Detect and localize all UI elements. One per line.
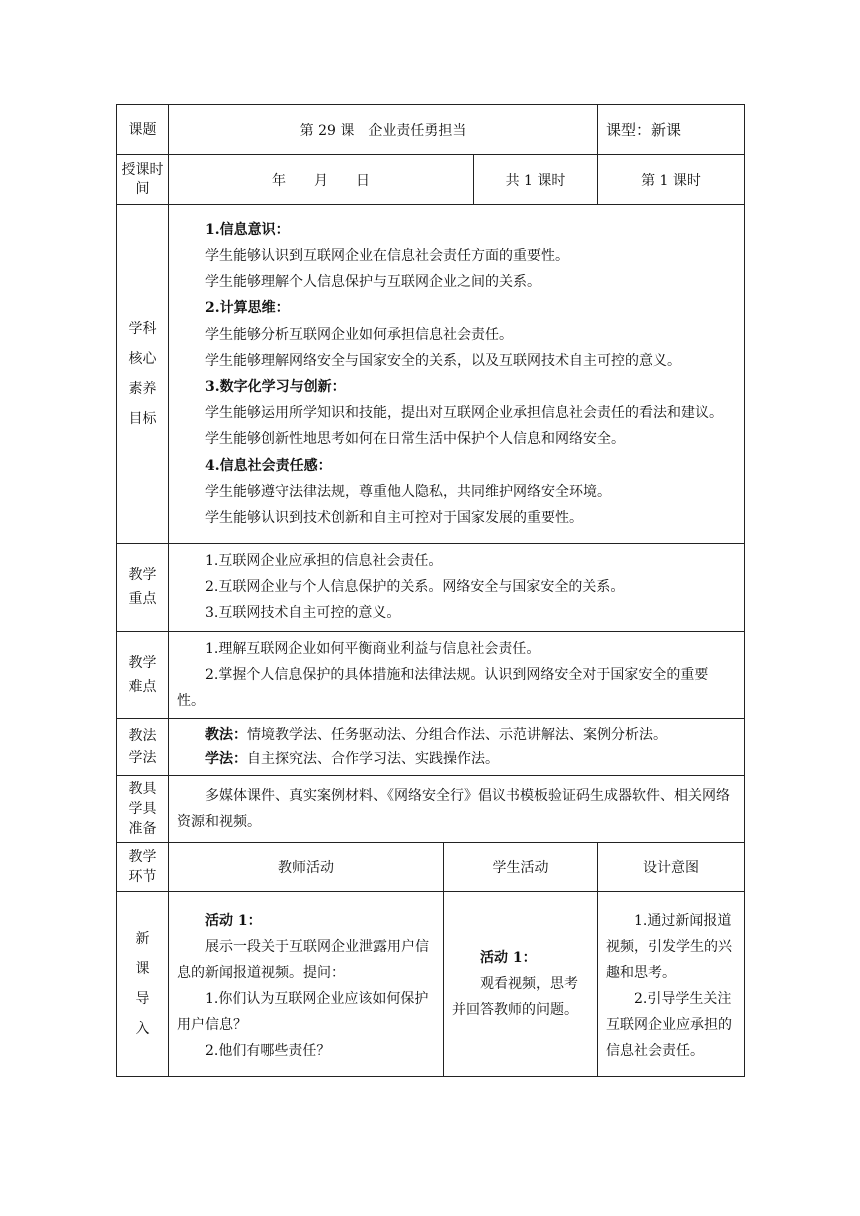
intent-line: 2.引导学生关注互联网企业应承担的信息社会责任。 bbox=[606, 991, 732, 1060]
intro-row bbox=[117, 892, 745, 1077]
difficulty-line: 2.掌握个人信息保护的具体措施和法律法规。认识到网络安全对于国家安全的重要性。 bbox=[177, 666, 709, 710]
tools-content bbox=[169, 776, 745, 843]
total-hours: 共 1 课时 bbox=[474, 155, 598, 205]
learn-method-line bbox=[177, 747, 736, 771]
difficulties-label-text: 教学难点 bbox=[128, 654, 157, 695]
intent-line: 1.通过新闻报道视频，引发学生的兴趣和思考。 bbox=[606, 913, 732, 982]
learn-method-text: 自主探究法、合作学习法、实践操作法。 bbox=[247, 751, 499, 768]
intro-label bbox=[117, 892, 169, 1077]
methods-row bbox=[117, 719, 745, 776]
teacher-activity-line: 展示一段关于互联网企业泄露用户信息的新闻报道视频。提问： bbox=[177, 939, 429, 982]
difficulty-line: 1.理解互联网企业如何平衡商业利益与信息社会责任。 bbox=[205, 640, 541, 657]
time-label bbox=[117, 155, 169, 205]
methods-label bbox=[117, 719, 169, 776]
lesson-type: 课型：新课 bbox=[598, 105, 745, 155]
intro-student-activity bbox=[444, 892, 598, 1077]
key-point-line: 1.互联网企业应承担的信息社会责任。 bbox=[205, 553, 443, 569]
goal-line: 学生能够理解个人信息保护与互联网企业之间的关系。 bbox=[205, 274, 541, 291]
student-activity-title: 活动 1： bbox=[480, 950, 537, 967]
learn-method-label: 学法： bbox=[205, 751, 247, 768]
goal-heading: 3.数字化学习与创新： bbox=[205, 379, 346, 395]
phase-header-text: 教学环节 bbox=[128, 849, 157, 886]
goals-content bbox=[169, 205, 745, 544]
goal-line: 学生能够创新性地思考如何在日常生活中保护个人信息和网络安全。 bbox=[205, 431, 625, 448]
goal-line: 学生能够遵守法律法规，尊重他人隐私，共同维护网络安全环境。 bbox=[205, 483, 611, 500]
topic-row bbox=[117, 105, 745, 155]
teach-method-text: 情境教学法、任务驱动法、分组合作法、示范讲解法、案例分析法。 bbox=[247, 727, 667, 744]
goal-heading: 4.信息社会责任感： bbox=[205, 457, 332, 474]
teacher-activity-line: 1.你们认为互联网企业应该如何保护用户信息？ bbox=[177, 991, 429, 1034]
phase-header bbox=[117, 843, 169, 892]
lesson-plan-table bbox=[116, 104, 745, 1077]
intro-teacher-activity bbox=[169, 892, 444, 1077]
key-point-line: 3.互联网技术自主可控的意义。 bbox=[205, 605, 401, 622]
goal-line: 学生能够认识到技术创新和自主可控对于国家发展的重要性。 bbox=[205, 510, 583, 527]
methods-label-text: 教法学法 bbox=[128, 728, 157, 767]
key-points-label-text: 教学重点 bbox=[128, 567, 157, 608]
methods-content bbox=[169, 719, 745, 776]
design-intent-header: 设计意图 bbox=[598, 843, 745, 892]
difficulties-content bbox=[169, 631, 745, 719]
tools-row bbox=[117, 776, 745, 843]
difficulties-label bbox=[117, 631, 169, 719]
difficulties-row bbox=[117, 631, 745, 719]
goal-line: 学生能够分析互联网企业如何承担信息社会责任。 bbox=[205, 326, 513, 343]
current-hour: 第 1 课时 bbox=[598, 155, 745, 205]
student-activity-header: 学生活动 bbox=[444, 843, 598, 892]
goal-heading: 2.计算思维： bbox=[205, 300, 290, 317]
teacher-activity-title: 活动 1： bbox=[205, 913, 262, 930]
goal-heading: 1.信息意识： bbox=[205, 221, 290, 238]
tools-label-text: 教具学具准备 bbox=[128, 781, 157, 838]
key-points-content bbox=[169, 544, 745, 632]
teacher-activity-line: 2.他们有哪些责任？ bbox=[205, 1043, 331, 1060]
goals-label-text: 学科核心素养目标 bbox=[128, 321, 157, 427]
teacher-activity-header: 教师活动 bbox=[169, 843, 444, 892]
goal-line: 学生能够认识到互联网企业在信息社会责任方面的重要性。 bbox=[205, 247, 569, 264]
goal-line: 学生能够运用所学知识和技能，提出对互联网企业承担信息社会责任的看法和建议。 bbox=[205, 405, 723, 422]
tools-label bbox=[117, 776, 169, 843]
tools-text: 多媒体课件、真实案例材料、《网络安全行》倡议书模板验证码生成器软件、相关网络资源和视频。 bbox=[177, 788, 730, 831]
lesson-title: 第 29 课 企业责任勇担当 bbox=[169, 105, 598, 155]
topic-label: 课题 bbox=[117, 105, 169, 155]
key-point-line: 2.互联网企业与个人信息保护的关系。网络安全与国家安全的关系。 bbox=[205, 579, 625, 596]
key-points-row bbox=[117, 544, 745, 632]
activity-header-row bbox=[117, 843, 745, 892]
intro-label-text: 新课导入 bbox=[135, 931, 150, 1038]
lesson-date: 年 月 日 bbox=[169, 155, 474, 205]
intro-design-intent bbox=[598, 892, 745, 1077]
key-points-label bbox=[117, 544, 169, 632]
goals-row bbox=[117, 205, 745, 544]
goals-label bbox=[117, 205, 169, 544]
teach-method-label: 教法： bbox=[205, 727, 247, 744]
student-activity-text: 观看视频，思考并回答教师的问题。 bbox=[452, 976, 578, 1019]
time-row bbox=[117, 155, 745, 205]
goal-line: 学生能够理解网络安全与国家安全的关系，以及互联网技术自主可控的意义。 bbox=[205, 352, 681, 369]
time-label-text: 授课时间 bbox=[121, 161, 164, 197]
teach-method-line bbox=[177, 723, 736, 747]
